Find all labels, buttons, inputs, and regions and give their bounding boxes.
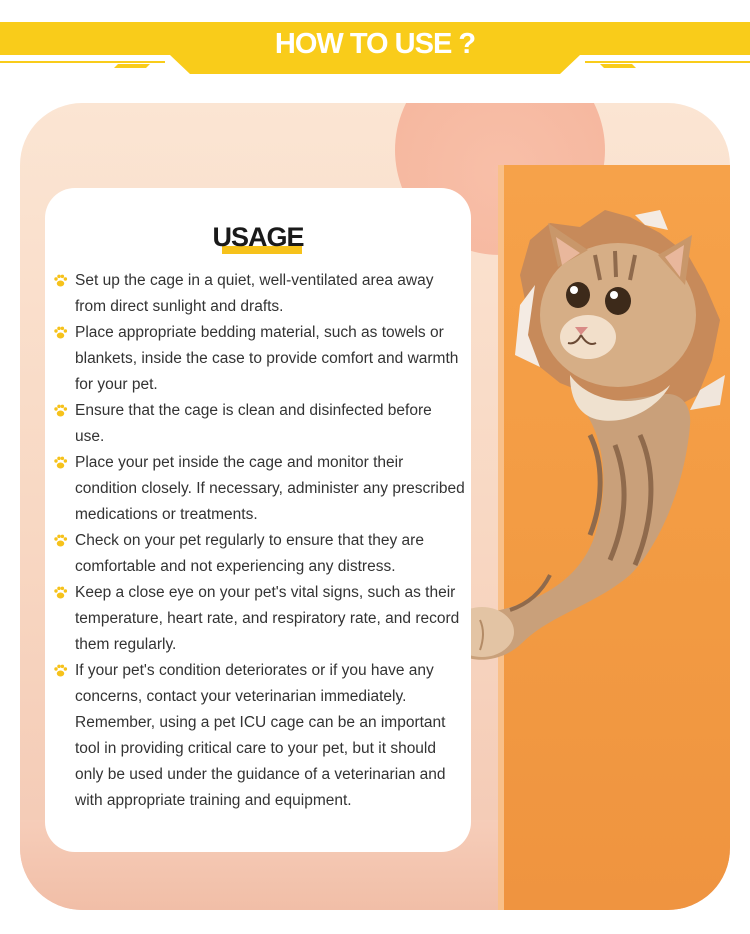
- paw-icon: [53, 325, 68, 340]
- list-item: [53, 268, 465, 320]
- paw-icon: [53, 455, 68, 470]
- list-item-text: If your pet's condition deteriorates or if you have any concerns, contact your veterinarian immediately. Remember, using a pet ICU cage can be an important tool in providing critical care to your pet, but it should only be used under the guidance of a veterinarian and with appropriate training and equipment.: [75, 662, 446, 809]
- list-item: [53, 398, 465, 450]
- cat-icon: [430, 105, 730, 665]
- list-item-text: Place your pet inside the cage and monitor their condition closely. If necessary, administer any prescribed medications or treatments.: [75, 454, 465, 523]
- list-item-text: Place appropriate bedding material, such as towels or blankets, inside the case to provide comfort and warmth for your pet.: [75, 324, 459, 393]
- list-item: [53, 580, 465, 658]
- page-title: HOW TO USE ?: [274, 28, 476, 60]
- usage-card: [45, 188, 471, 852]
- paw-icon: [53, 663, 68, 678]
- list-item: [53, 528, 465, 580]
- paw-icon: [53, 403, 68, 418]
- paw-icon: [53, 533, 68, 548]
- list-item-text: Ensure that the cage is clean and disinfected before use.: [75, 402, 432, 445]
- usage-title: USAGE: [212, 222, 304, 252]
- usage-list: [53, 268, 465, 814]
- header-banner: [0, 0, 750, 90]
- list-item: [53, 320, 465, 398]
- paw-icon: [53, 585, 68, 600]
- list-item-text: Set up the cage in a quiet, well-ventilated area away from direct sunlight and drafts.: [75, 272, 434, 315]
- list-item: [53, 658, 465, 814]
- list-item-text: Keep a close eye on your pet's vital signs, such as their temperature, heart rate, and respiratory rate, and record them regularly.: [75, 584, 460, 653]
- list-item: [53, 450, 465, 528]
- list-item-text: Check on your pet regularly to ensure that they are comfortable and not experiencing any distress.: [75, 532, 424, 575]
- paw-icon: [53, 273, 68, 288]
